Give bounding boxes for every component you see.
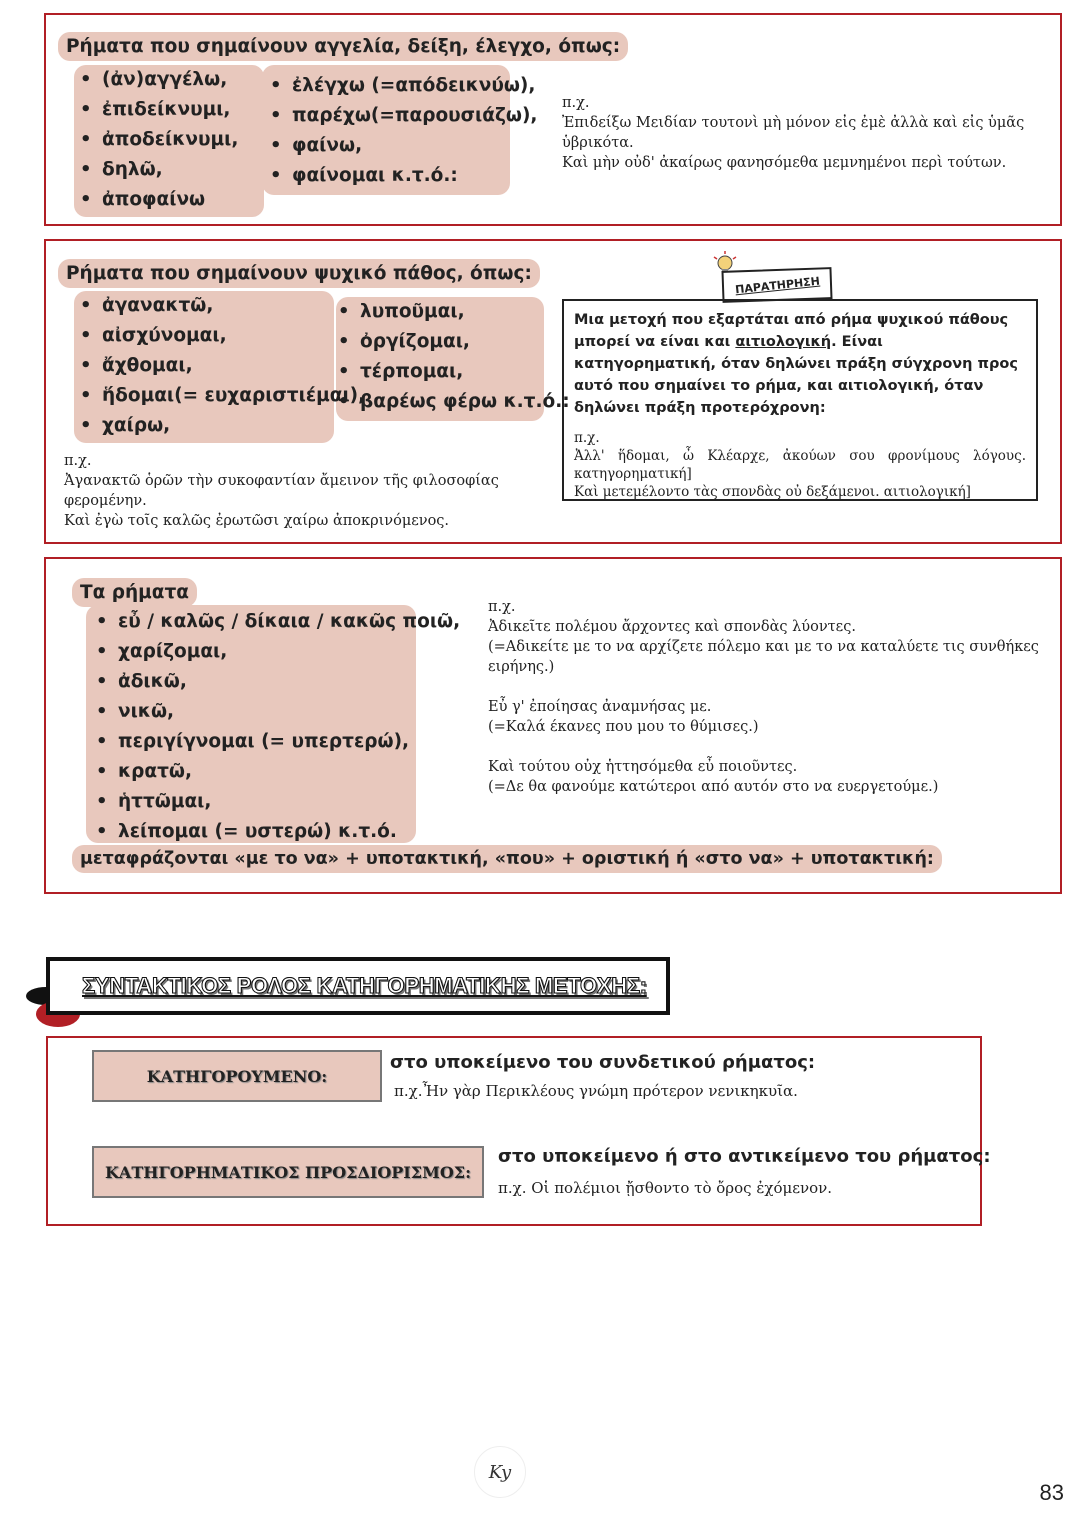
logo-text: Ky [488,1461,512,1483]
example-sentence: Καὶ ἐγὼ τοῖς καλῶς ἐρωτῶσι χαίρω ἀποκρινόμενος. [64,513,450,529]
note-text-part: Μια μετοχή που εξαρτάται από ρήμα ψυχικού πάθους μπορεί να είναι και [574,312,1009,350]
list-item: • περιγίγνομαι (= υπερτερώ), [118,727,460,757]
list-item: • αἰσχύνομαι, [102,321,365,351]
section-heading: Ρήματα που σημαίνουν ψυχικό πάθος, όπως: [58,259,540,288]
label-text: ΚΑΤΗΓΟΡΟΥΜΕΝΟ: [146,1066,328,1086]
example-label: π.χ. [574,430,600,446]
section-title-box [46,957,670,1015]
note-box [562,299,1038,501]
examples [64,451,540,531]
list-item: • νικῶ, [118,697,460,727]
label-box [92,1146,484,1198]
example-greek: Εὖ γ' ἐποίησας ἀναμνήσας με. [488,699,712,715]
list-item: • ἀδικῶ, [118,667,460,697]
verb-list-col2 [292,71,537,191]
section-title: ΣΥΝΤΑΚΤΙΚΟΣ ΡΟΛΟΣ ΚΑΤΗΓΟΡΗΜΑΤΙΚΗΣ ΜΕΤΟΧΗΣ: [82,973,647,998]
example-label: π.χ. [562,95,590,111]
section-syntax-role [46,1036,991,1226]
list-item: • λυποῦμαι, [360,297,570,327]
list-item: • ἀποφαίνω [102,185,238,215]
list-item: • εὖ / καλῶς / δίκαια / κακῶς ποιῶ, [118,607,460,637]
example-translation: (=Καλά έκανες που μου το θύμισες.) [488,719,759,735]
list-item: • τέρπομαι, [360,357,570,387]
list-item: • ἀποδείκνυμι, [102,125,238,155]
role-desc: στο υποκείμενο ή στο αντικείμενο του ρήματος: [498,1146,991,1167]
example-sentence: Ἀγανακτῶ ὁρῶν τὴν συκοφαντίαν ἄμεινον τῆς φιλοσοφίας φερομένην. [64,473,499,509]
list-item: • βαρέως φέρω κ.τ.ό.: [360,387,570,417]
example-label: π.χ. [488,599,516,615]
section-heading: Ρήματα που σημαίνουν αγγελία, δείξη, έλεγχο, όπως: [58,32,628,61]
role-desc: στο υποκείμενο του συνδετικού ρήματος: [390,1052,816,1073]
role-example: π.χ.Ἦν γὰρ Περικλέους γνώμη πρότερον νενικηκυῖα. [394,1082,798,1100]
example-translation: (=Αδικείτε με το να αρχίζετε πόλεμο και με το να καταλύετε τις συνθήκες ειρήνης.) [488,639,1039,675]
section-verbs-announcement [44,13,1062,226]
list-item: • φαίνω, [292,131,537,161]
logo [474,1446,526,1498]
note-examples [574,429,1026,501]
page-number: 83 [1039,1480,1064,1505]
note-text-underlined: αιτιολογική [735,334,832,350]
verb-list-col1 [102,291,365,441]
section-verbs-emotion [44,239,1062,544]
note-tag-label: ΠΑΡΑΤΗΡΗΣΗ [734,274,820,296]
list-item: • λείπομαι (= υστερώ) κ.τ.ό. [118,817,460,847]
label-text: ΚΑΤΗΓΟΡΗΜΑΤΙΚΟΣ ΠΡΟΣΔΙΟΡΙΣΜΟΣ: [105,1162,471,1182]
list-item: • ἄχθομαι, [102,351,365,381]
label-box [92,1050,382,1102]
examples [562,93,1042,173]
translation-rule: μεταφράζονται «με το να» + υποτακτική, «που» + οριστική ή «στο να» + υποτακτική: [72,845,942,873]
verb-list-col1 [102,65,238,215]
verb-list [118,607,460,847]
list-item: • ἐπιδείκνυμι, [102,95,238,125]
list-item: • δηλῶ, [102,155,238,185]
example-greek: Καὶ τούτου οὐχ ἡττησόμεθα εὖ ποιοῦντες. [488,759,798,775]
list-item: • ἐλέγχω (=απόδεικνύω), [292,71,537,101]
section-heading: Τα ρήματα [72,578,197,607]
list-item: • χαίρω, [102,411,365,441]
example-sentence: Καὶ μὴν οὐδ' ἀκαίρως φανησόμεθα μεμνημένοι περὶ τούτων. [562,155,1007,171]
list-item: • κρατῶ, [118,757,460,787]
example-sentence: Ἐπιδείξω Μειδίαν τουτονὶ μὴ μόνον εἰς ἐμὲ ἀλλὰ καὶ εἰς ὑμᾶς ὑβρικότα. [562,115,1025,151]
example-translation: (=Δε θα φανούμε κατώτεροι από αυτόν στο να ευεργετούμε.) [488,779,939,795]
note-tag [721,267,832,303]
example-greek: Ἀδικεῖτε πολέμου ἄρχοντες καὶ σπονδὰς λύοντες. [488,619,856,635]
list-item: • ἀγανακτῶ, [102,291,365,321]
example-label: π.χ. [64,453,92,469]
examples [488,597,1048,797]
example-sentence: Ἀλλ' ἥδομαι, ὦ Κλέαρχε, ἀκούων σου φρονίμους λόγους. κατηγορηματική] [574,448,1026,482]
list-item: • ἥδομαι(= ευχαριστιέμαι), [102,381,365,411]
example-sentence: Καὶ μετεμέλοντο τὰς σπονδὰς οὐ δεξάμενοι. αιτιολογική] [574,484,971,500]
list-item: • χαρίζομαι, [118,637,460,667]
list-item: • παρέχω(=παρουσιάζω), [292,101,537,131]
list-item: • ἡττῶμαι, [118,787,460,817]
note-text [574,309,1026,419]
list-item: • (ἀν)αγγέλω, [102,65,238,95]
note-text-part: . Είναι κατηγορηματική, όταν δηλώνει πράξη σύγχρονη προς αυτό που σημαίνει το ρήμα, και αιτιολογική, όταν δηλώνει πράξη προτερόχρονη: [574,334,1018,416]
section-verbs-doing [44,557,1062,894]
role-example: π.χ. Οἱ πολέμιοι ᾔσθοντο τὸ ὄρος ἐχόμενον. [498,1179,833,1197]
list-item: • φαίνομαι κ.τ.ό.: [292,161,537,191]
verb-list-col2 [360,297,570,417]
list-item: • ὀργίζομαι, [360,327,570,357]
